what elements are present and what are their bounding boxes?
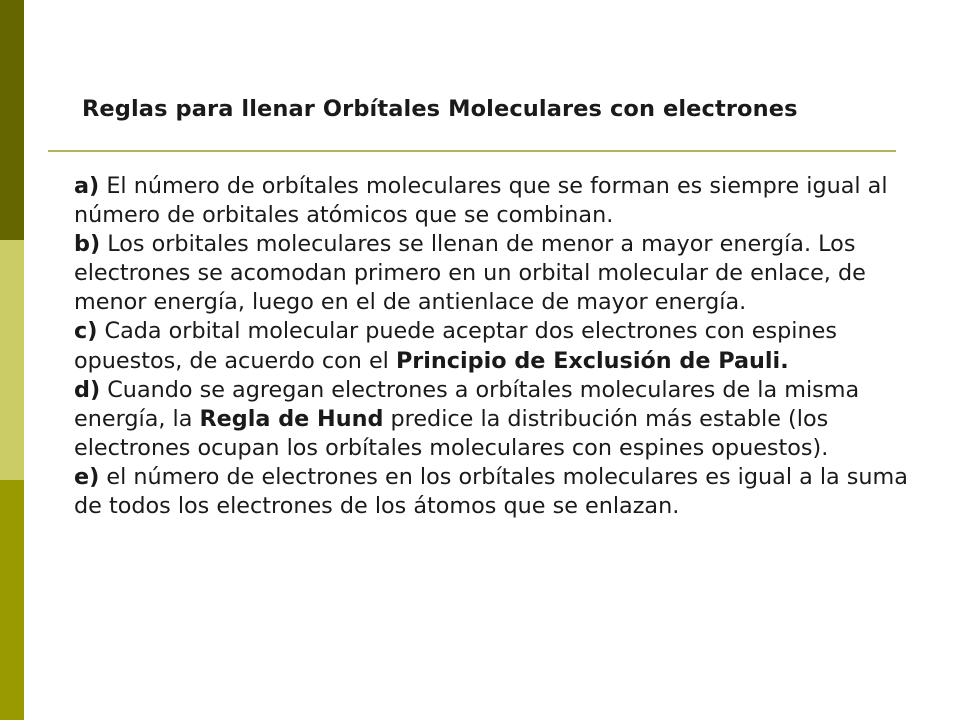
rule-item-b (74, 230, 934, 317)
slide-title: Reglas para llenar Orbítales Moleculares con electrones (82, 96, 798, 122)
hund-rule-term: Regla de Hund (199, 405, 384, 432)
rule-text: Los orbitales moleculares se llenan de menor a mayor energía. Los electrones se acomodan primero en un orbital molecular de enlace, de menor energía, luego en el de antienlace de mayor energía. (74, 231, 866, 316)
rule-marker: d) (74, 376, 101, 403)
decorative-side-bar-top (0, 0, 24, 240)
title-divider (48, 150, 896, 152)
rule-marker: a) (74, 173, 100, 199)
rule-text: Cuando se agregan electrones a orbítales moleculares de la misma energía, la (74, 376, 860, 432)
rule-item-d (74, 376, 934, 463)
rule-item-c (74, 317, 934, 375)
decorative-side-bar-middle (0, 240, 24, 480)
rule-text: el número de electrones en los orbítales moleculares es igual a la suma de todos los electrones de los átomos que se enlazan. (74, 463, 908, 520)
rule-text: Cada orbital molecular puede aceptar dos electrones con espines opuestos, de acuerdo con el (74, 318, 837, 374)
rule-text: El número de orbítales moleculares que se forman es siempre igual al número de orbitales atómicos que se combinan. (74, 173, 888, 229)
pauli-principle-term: Principio de Exclusión de Pauli. (395, 347, 789, 374)
rules-list (74, 172, 934, 521)
rule-marker: c) (74, 318, 98, 345)
rule-text-continued: predice la distribución más estable (los electrones ocupan los orbítales moleculares con espines opuestos). (74, 405, 829, 461)
rule-marker: b) (74, 231, 101, 258)
rule-item-a (74, 172, 934, 230)
decorative-side-bar-bottom (0, 480, 24, 720)
rule-marker: e) (74, 463, 100, 490)
rule-item-e (74, 463, 934, 521)
